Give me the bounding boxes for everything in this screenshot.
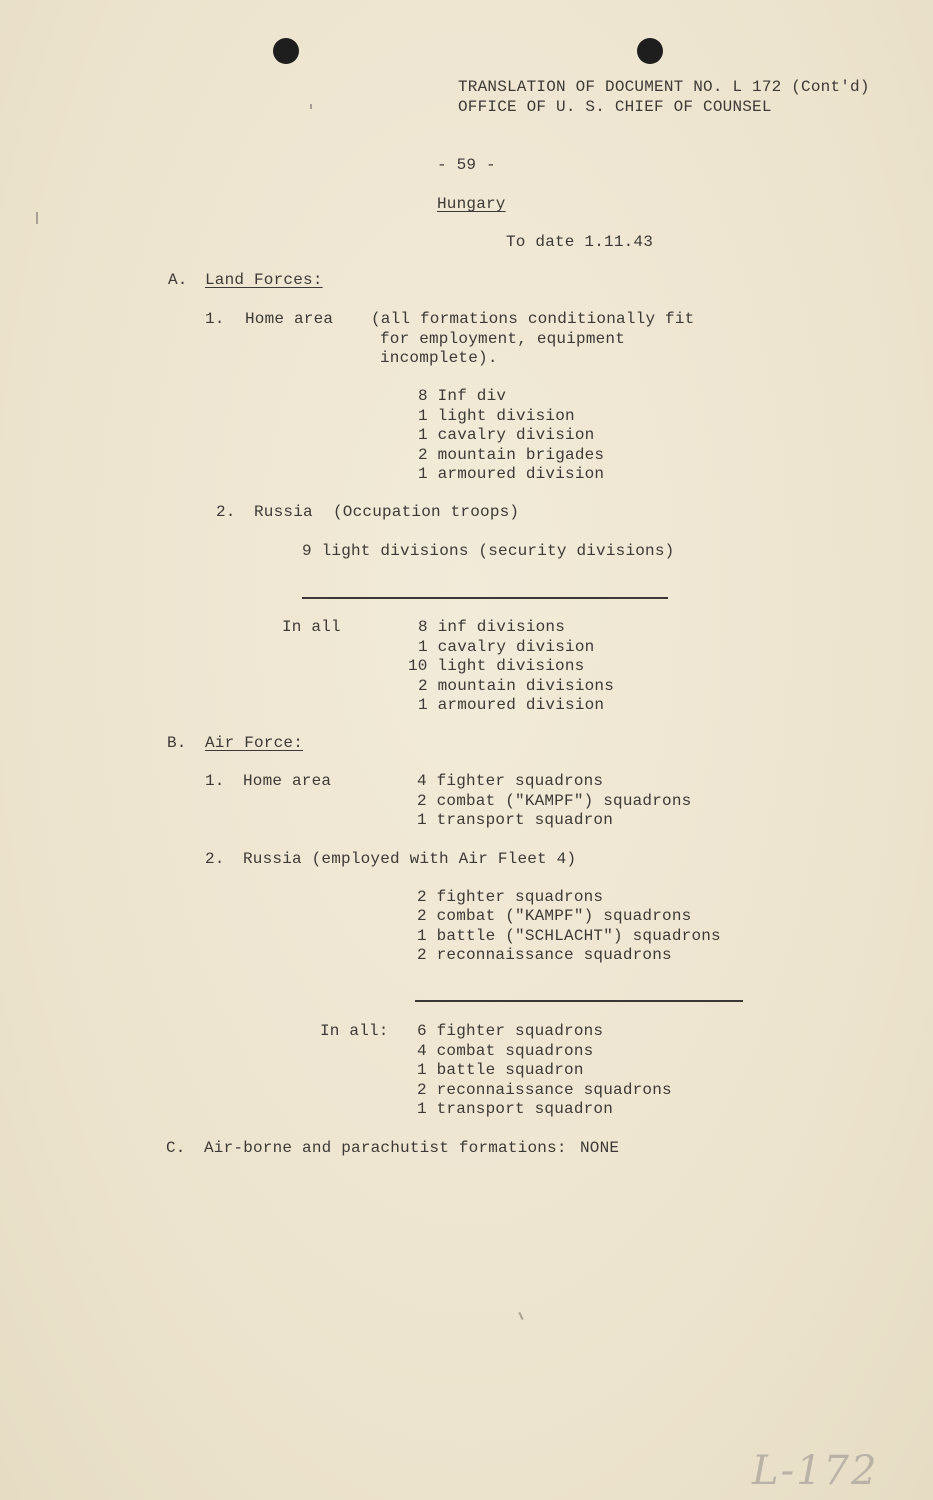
land-total-rule xyxy=(302,597,668,599)
paper-speck xyxy=(310,104,312,109)
land-home-number: 1. xyxy=(205,310,225,328)
land-home-note-3: incomplete). xyxy=(380,349,498,367)
airborne-text: Air-borne and parachutist formations: xyxy=(204,1139,567,1157)
air-total-item: 1 transport squadron xyxy=(417,1100,614,1118)
land-total-label: In all xyxy=(282,618,341,636)
air-russia-item: 2 reconnaissance squadrons xyxy=(417,946,672,964)
air-total-item: 1 battle squadron xyxy=(417,1061,584,1079)
air-russia-label: Russia (employed with Air Fleet 4) xyxy=(243,850,577,868)
paper-speck xyxy=(36,212,38,224)
air-home-number: 1. xyxy=(205,772,225,790)
air-total-item: 6 fighter squadrons xyxy=(417,1022,604,1040)
land-home-item: 1 armoured division xyxy=(418,465,605,483)
punch-hole-left xyxy=(273,38,299,64)
land-home-note-2: for employment, equipment xyxy=(380,330,626,348)
land-russia-label: Russia xyxy=(254,503,313,521)
air-total-rule xyxy=(415,1000,743,1002)
land-russia-item: 9 light divisions (security divisions) xyxy=(302,542,675,560)
land-total-item: 10 light divisions xyxy=(408,657,585,675)
land-home-label: Home area xyxy=(245,310,334,328)
air-total-item: 4 combat squadrons xyxy=(417,1042,594,1060)
page-number: - 59 - xyxy=(437,156,496,174)
header-line-1: TRANSLATION OF DOCUMENT NO. L 172 (Cont'd) xyxy=(458,78,870,96)
document-title: Hungary xyxy=(437,195,506,213)
air-russia-number: 2. xyxy=(205,850,225,868)
air-home-label: Home area xyxy=(243,772,332,790)
handwritten-document-number: L-172 xyxy=(752,1448,879,1494)
land-home-item: 8 Inf div xyxy=(418,387,507,405)
air-home-item: 1 transport squadron xyxy=(417,811,614,829)
land-forces-heading: Land Forces: xyxy=(205,271,323,289)
punch-hole-right xyxy=(637,38,663,64)
land-home-note-1: (all formations conditionally fit xyxy=(371,310,695,328)
air-force-heading: Air Force: xyxy=(205,734,304,752)
land-total-item: 2 mountain divisions xyxy=(418,677,615,695)
land-russia-number: 2. xyxy=(216,503,236,521)
land-home-item: 1 cavalry division xyxy=(418,426,595,444)
airborne-value: NONE xyxy=(580,1139,620,1157)
land-home-item: 1 light division xyxy=(418,407,575,425)
section-letter-b: B. xyxy=(167,734,187,752)
air-total-item: 2 reconnaissance squadrons xyxy=(417,1081,672,1099)
section-letter-a: A. xyxy=(168,271,188,289)
date-line: To date 1.11.43 xyxy=(506,233,654,251)
land-total-item: 1 cavalry division xyxy=(418,638,595,656)
air-home-item: 2 combat ("KAMPF") squadrons xyxy=(417,792,692,810)
header-line-2: OFFICE OF U. S. CHIEF OF COUNSEL xyxy=(458,98,772,116)
paper-speck xyxy=(518,1312,523,1320)
air-russia-item: 2 combat ("KAMPF") squadrons xyxy=(417,907,692,925)
air-russia-item: 2 fighter squadrons xyxy=(417,888,604,906)
land-total-item: 8 inf divisions xyxy=(418,618,566,636)
land-home-item: 2 mountain brigades xyxy=(418,446,605,464)
land-russia-note: (Occupation troops) xyxy=(333,503,520,521)
air-total-label: In all: xyxy=(320,1022,389,1040)
air-russia-item: 1 battle ("SCHLACHT") squadrons xyxy=(417,927,721,945)
section-letter-c: C. xyxy=(166,1139,186,1157)
air-home-item: 4 fighter squadrons xyxy=(417,772,604,790)
land-total-item: 1 armoured division xyxy=(418,696,605,714)
